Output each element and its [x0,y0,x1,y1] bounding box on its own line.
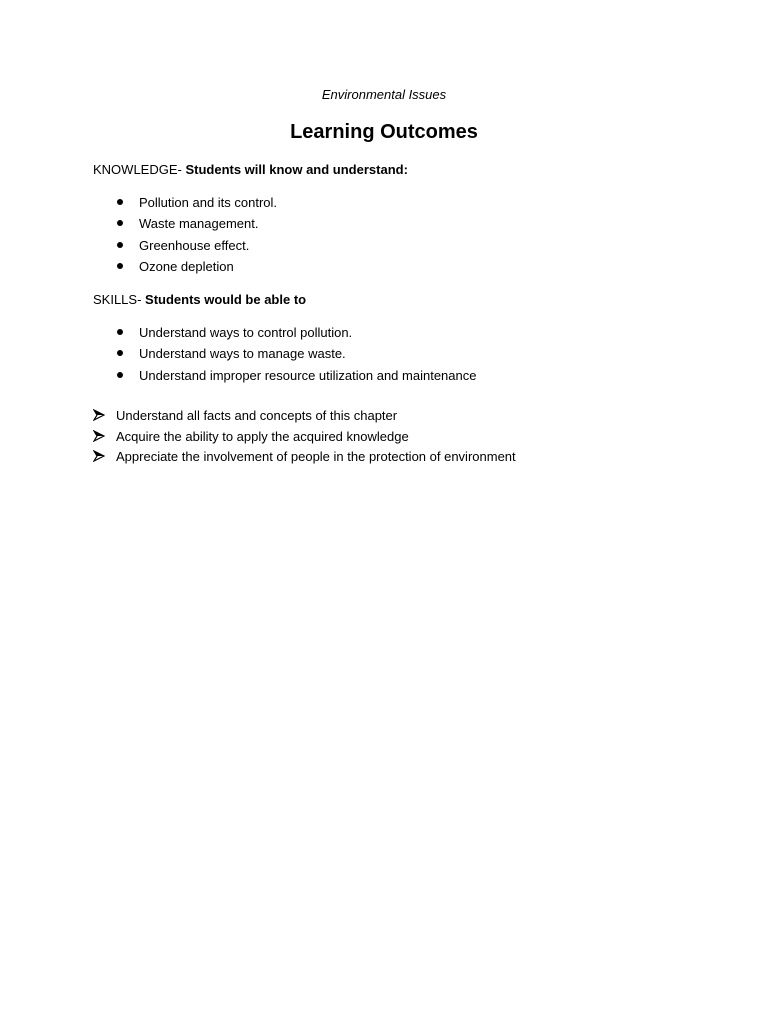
bullet-dot-icon [117,199,123,205]
bullet-dot-icon [117,372,123,378]
list-item-text: Ozone depletion [139,258,234,274]
knowledge-heading-lead: KNOWLEDGE- [93,162,182,177]
list-item [0,325,476,346]
bullet-dot-icon [117,263,123,269]
skills-list [0,325,476,389]
knowledge-list [0,195,277,280]
skills-heading [93,292,306,308]
outcomes-list [0,408,516,470]
knowledge-heading [93,162,408,178]
knowledge-heading-text: Students will know and understand: [181,162,408,177]
bullet-dot-icon [117,350,123,356]
list-item-text: Greenhouse effect. [139,237,250,253]
arrow-bullet-icon [93,450,105,462]
list-item [0,259,277,280]
bullet-dot-icon [117,242,123,248]
arrow-bullet-icon [93,409,105,421]
list-item-text: Pollution and its control. [139,195,278,210]
list-item [0,216,277,237]
bullet-dot-icon [117,329,123,335]
list-item-text: Appreciate the involvement of people in the protection of environment [116,449,516,464]
list-item-text: Understand ways to control pollution. [139,325,353,340]
list-item [0,346,476,367]
list-item [0,449,516,470]
skills-heading-text: Students would be able to [141,292,307,307]
page-title: Learning Outcomes [290,121,478,143]
list-item [0,195,277,216]
skills-heading-lead: SKILLS- [93,292,142,307]
list-item-text: Waste management. [139,216,259,232]
list-item-text: Understand improper resource utilization and maintenance [139,367,477,383]
list-item-text: Understand all facts and concepts of this chapter [116,408,398,423]
list-item [0,408,516,429]
list-item [0,429,516,450]
list-item-text: Acquire the ability to apply the acquired knowledge [116,428,409,444]
list-item [0,368,476,389]
list-item-text: Understand ways to manage waste. [139,346,346,362]
arrow-bullet-icon [93,430,105,442]
bullet-dot-icon [117,220,123,226]
list-item [0,238,277,259]
document-subtitle: Environmental Issues [321,87,447,102]
